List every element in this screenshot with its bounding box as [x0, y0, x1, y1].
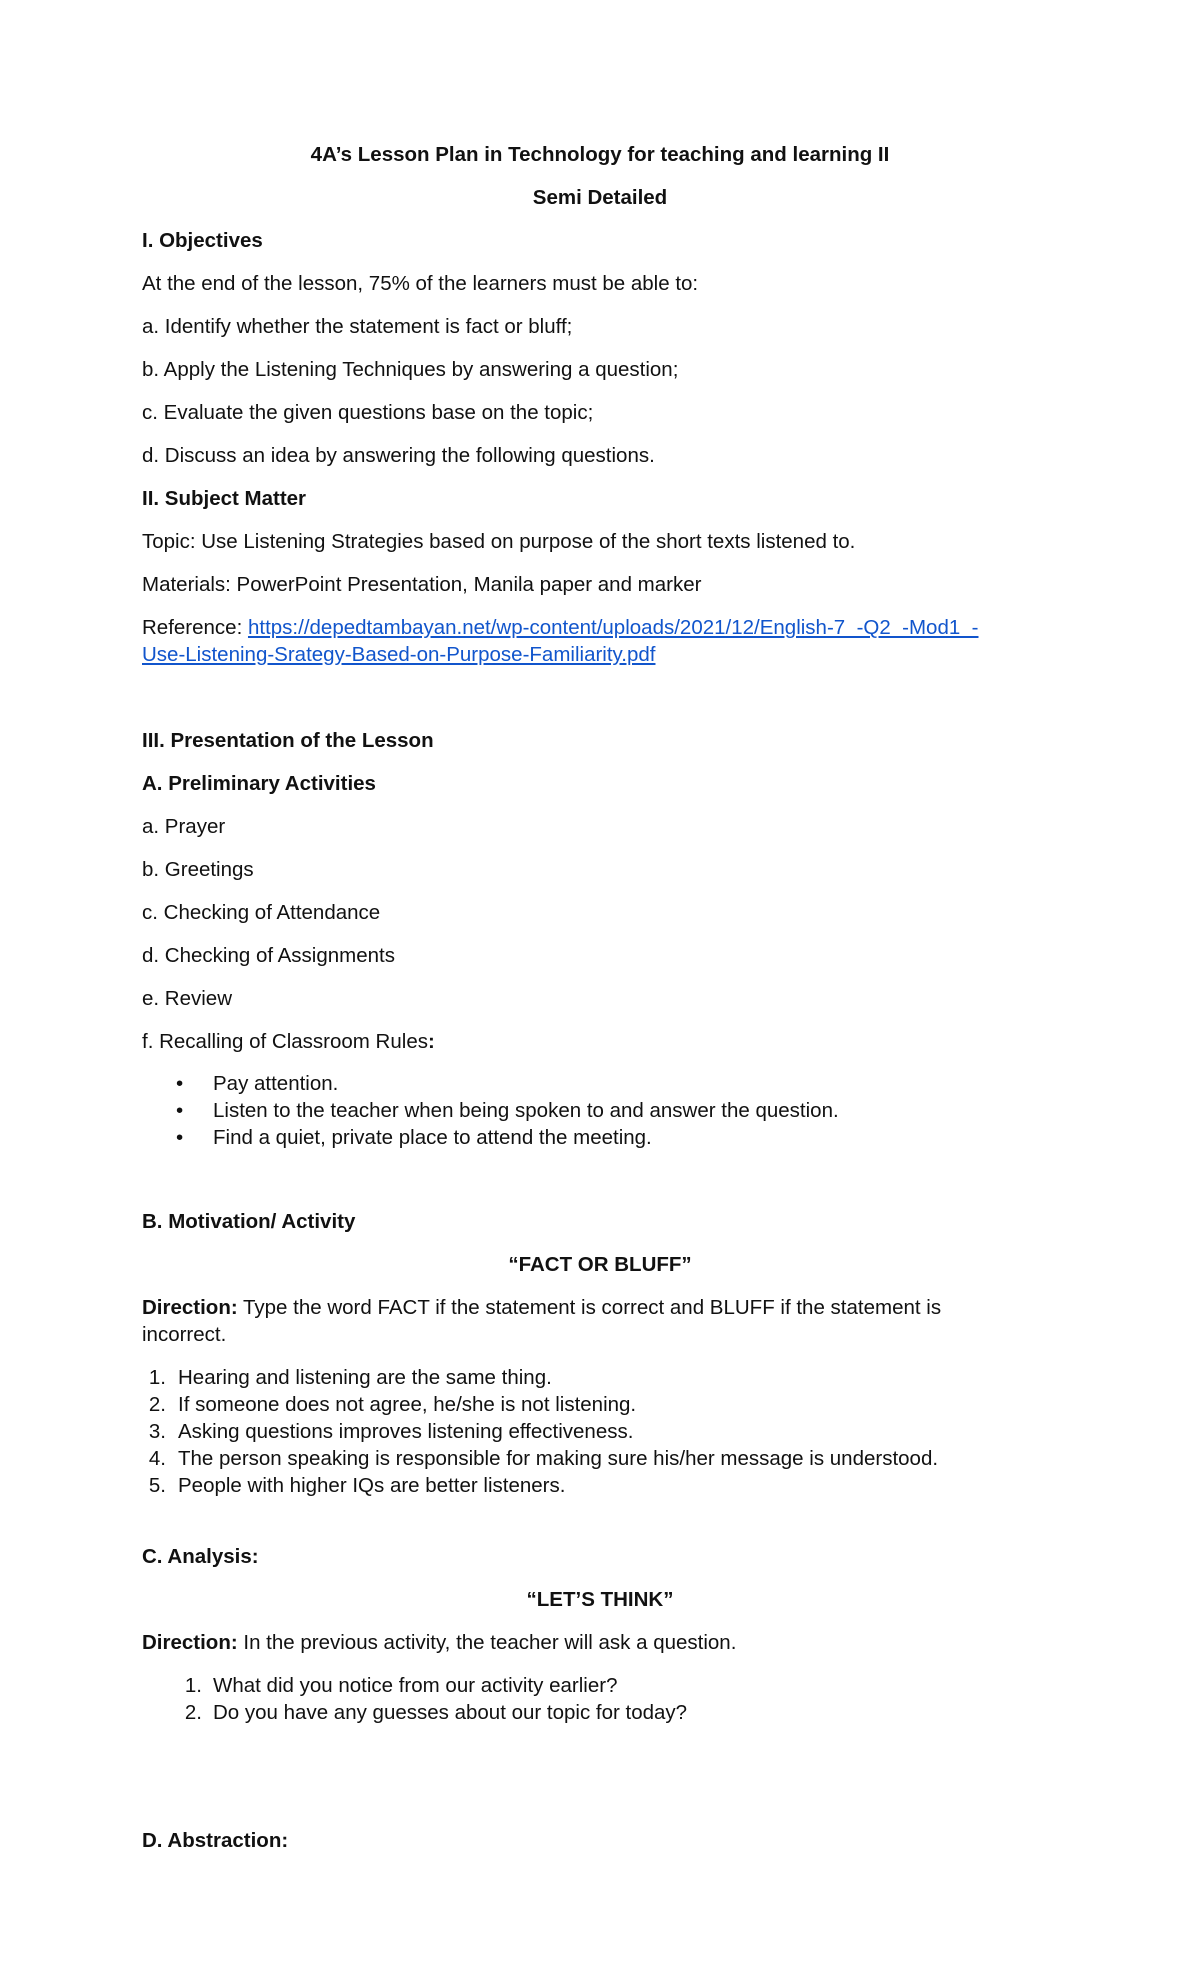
preliminary-item: a. Prayer: [142, 815, 226, 838]
bullet-icon: •: [176, 1072, 184, 1095]
list-number: 1.: [148, 1366, 166, 1389]
analysis-heading: C. Analysis:: [142, 1545, 259, 1568]
reference-line: [142, 614, 1058, 641]
subject-topic: Topic: Use Listening Strategies based on purpose of the short texts listened to.: [142, 530, 856, 553]
fact-or-bluff-item: The person speaking is responsible for making sure his/her message is understood.: [178, 1447, 939, 1470]
reference-link[interactable]: https://depedtambayan.net/wp-content/uploads/2021/12/English-7_-Q2_-Mod1_-: [247, 616, 979, 639]
analysis-question: Do you have any guesses about our topic for today?: [213, 1701, 688, 1724]
document-title: 4A’s Lesson Plan in Technology for teaching and learning II: [310, 143, 890, 166]
objectives-heading: I. Objectives: [142, 229, 263, 252]
classroom-rule: Pay attention.: [213, 1072, 339, 1095]
analysis-direction: [142, 1629, 1058, 1656]
objectives-intro: At the end of the lesson, 75% of the learners must be able to:: [142, 272, 699, 295]
fact-or-bluff-item: If someone does not agree, he/she is not listening.: [178, 1393, 637, 1416]
classroom-rule: Listen to the teacher when being spoken to and answer the question.: [213, 1099, 839, 1122]
objective-item: d. Discuss an idea by answering the following questions.: [142, 444, 655, 467]
bullet-icon: •: [176, 1099, 184, 1122]
direction-label: Direction:: [142, 1631, 238, 1654]
list-number: 2.: [148, 1393, 166, 1416]
analysis-title: “LET’S THINK”: [526, 1588, 674, 1611]
subject-materials: Materials: PowerPoint Presentation, Manila paper and marker: [142, 573, 702, 596]
motivation-direction: [142, 1294, 1058, 1321]
classroom-rules-label: [142, 1028, 1058, 1055]
direction-text: Type the word FACT if the statement is correct and BLUFF if the statement is: [237, 1296, 942, 1319]
classroom-rule: Find a quiet, private place to attend the meeting.: [213, 1126, 652, 1149]
preliminary-item: e. Review: [142, 987, 233, 1010]
fact-or-bluff-item: Hearing and listening are the same thing.: [178, 1366, 552, 1389]
fact-or-bluff-item: People with higher IQs are better listeners.: [178, 1474, 566, 1497]
motivation-direction-continued: incorrect.: [142, 1323, 227, 1346]
analysis-question: What did you notice from our activity earlier?: [213, 1674, 618, 1697]
bullet-icon: •: [176, 1126, 184, 1149]
preliminary-item: c. Checking of Attendance: [142, 901, 381, 924]
subject-matter-heading: II. Subject Matter: [142, 487, 307, 510]
objective-item: c. Evaluate the given questions base on the topic;: [142, 401, 594, 424]
fact-or-bluff-item: Asking questions improves listening effectiveness.: [178, 1420, 634, 1443]
list-number: 2.: [184, 1701, 202, 1724]
preliminary-item: b. Greetings: [142, 858, 254, 881]
objective-item: b. Apply the Listening Techniques by answering a question;: [142, 358, 679, 381]
preliminary-heading: A. Preliminary Activities: [142, 772, 376, 795]
preliminary-item: d. Checking of Assignments: [142, 944, 395, 967]
motivation-heading: B. Motivation/ Activity: [142, 1210, 356, 1233]
reference-link-continued[interactable]: Use-Listening-Srategy-Based-on-Purpose-Familiarity.pdf: [142, 643, 656, 666]
list-number: 3.: [148, 1420, 166, 1443]
document-subtitle: Semi Detailed: [532, 186, 668, 209]
classroom-rules-text: f. Recalling of Classroom Rules: [142, 1030, 428, 1053]
objective-item: a. Identify whether the statement is fact or bluff;: [142, 315, 573, 338]
direction-label: Direction:: [142, 1296, 238, 1319]
list-number: 4.: [148, 1447, 166, 1470]
activity-title: “FACT OR BLUFF”: [508, 1253, 692, 1276]
classroom-rules-colon: :: [427, 1030, 435, 1053]
list-number: 1.: [184, 1674, 202, 1697]
presentation-heading: III. Presentation of the Lesson: [142, 729, 434, 752]
list-number: 5.: [148, 1474, 166, 1497]
reference-label: Reference:: [142, 616, 248, 639]
reference-line-2: [142, 641, 1058, 668]
direction-text: In the previous activity, the teacher will ask a question.: [237, 1631, 737, 1654]
abstraction-heading: D. Abstraction:: [142, 1829, 289, 1852]
